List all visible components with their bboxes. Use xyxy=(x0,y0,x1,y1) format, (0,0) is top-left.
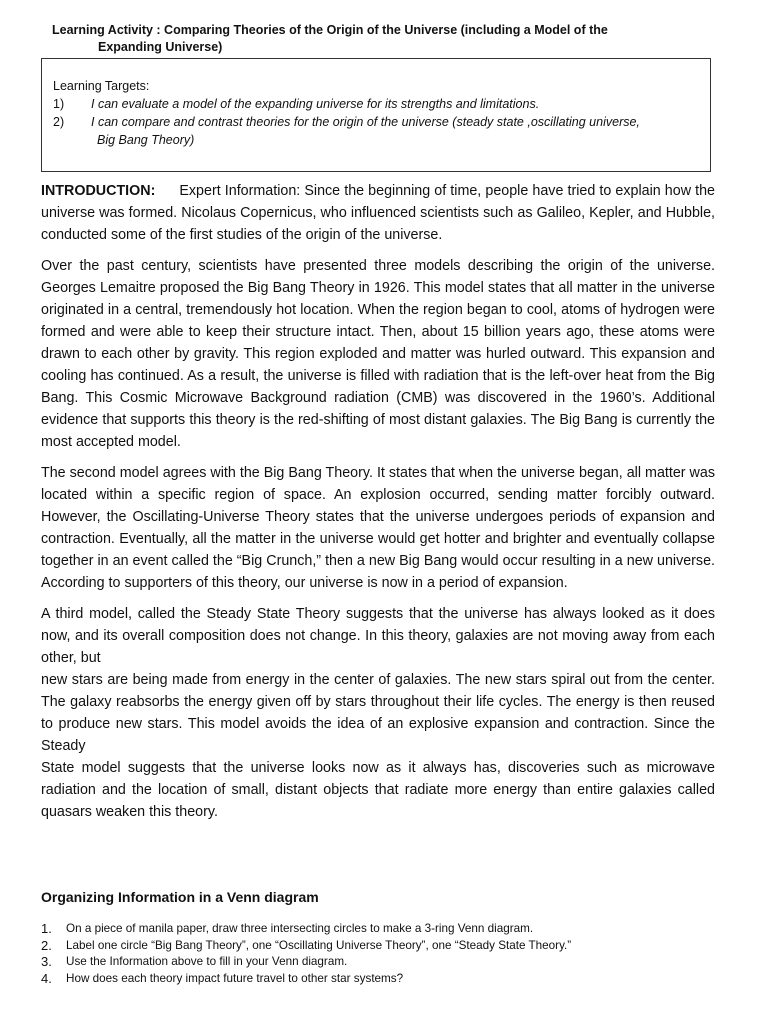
learning-target-item xyxy=(53,113,700,149)
step-number: 4. xyxy=(41,970,52,986)
title-line-1: Learning Activity : Comparing Theories of the Origin of the Universe (including a Model of the xyxy=(52,23,608,37)
step-text: Label one circle “Big Bang Theory”, one “Oscillating Universe Theory”, one “Steady State Theory.” xyxy=(66,938,572,952)
document-body xyxy=(41,180,715,823)
organizing-heading: Organizing Information in a Venn diagram xyxy=(41,889,319,905)
oscillating-universe-paragraph: The second model agrees with the Big Bang Theory. It states that when the universe began, all matter was located within a specific region of space. An explosion occurred, sending matter forcibly outward. However, the Oscillating-Universe Theory states that the universe undergoes periods of expansion and contraction. Eventually, all the matter in the universe would get hotter and brighter and eventually collapse together in an event called the “Big Crunch,” then a new Big Bang would occur resulting in a new universe. According to supporters of this theory, our universe is now in a period of expansion. xyxy=(41,465,715,591)
learning-target-item xyxy=(53,95,700,113)
step-number: 3. xyxy=(41,954,52,969)
introduction-text: Expert Information: Since the beginning of time, people have tried to explain how the universe was formed. Nicolaus Copernicus, who influenced scientists such as Galileo, Kepler, and Hubble, conducted some of the first studies of the origin of the universe. xyxy=(41,183,715,243)
step-number: 2. xyxy=(41,937,52,953)
target-number: 1) xyxy=(53,97,65,111)
list-item xyxy=(41,954,721,971)
learning-targets-heading: Learning Targets: xyxy=(53,79,150,93)
target-number: 2) xyxy=(53,115,65,129)
title-line-2: Expanding Universe) xyxy=(98,40,223,54)
big-bang-paragraph: Over the past century, scientists have presented three models describing the origin of the universe. Georges Lemaitre proposed the Big Bang Theory in 1926. This model states that all matter in the universe originated in a central, tremendously hot location. When the region began to cool, atoms of hydrogen were formed and were able to keep their structure intact. Then, about 15 billion years ago, these atoms were drawn to each other by gravity. This region exploded and matter was hurled outward. This expansion and cooling has continued. As a result, the universe is filled with radiation that is the left-over heat from the Big Bang. This Cosmic Microwave Background radiation (CMB) was discovered in the 1960’s. Additional evidence that supports this theory is the red-shifting of most distant galaxies. The Big Bang is currently the most accepted model. xyxy=(41,258,715,450)
activity-title xyxy=(52,22,712,56)
step-text: Use the Information above to fill in your Venn diagram. xyxy=(66,955,348,968)
steady-state-paragraph-part-2: new stars are being made from energy in the center of galaxies. The new stars spiral out from the center. The galaxy reabsorbs the energy given off by stars throughout their life cycles. The energy is then reused to produce new stars. This model avoids the idea of an explosive expansion and contraction. Since the Steady xyxy=(41,672,715,754)
learning-targets-box xyxy=(41,58,711,172)
list-item xyxy=(41,921,721,938)
list-item xyxy=(41,938,721,955)
list-item xyxy=(41,971,721,988)
target-text: I can compare and contrast theories for the origin of the universe (steady state ,oscillating universe, xyxy=(91,115,640,129)
target-text: I can evaluate a model of the expanding universe for its strengths and limitations. xyxy=(91,97,540,111)
venn-steps-list xyxy=(41,921,721,987)
steady-state-paragraph-part-1: A third model, called the Steady State Theory suggests that the universe has always looked as it does now, and its overall composition does not change. In this theory, galaxies are not moving away from each other, but xyxy=(41,606,715,666)
introduction-paragraph xyxy=(41,180,715,246)
target-text-continued: Big Bang Theory) xyxy=(97,133,195,147)
steady-state-paragraph-part-3: State model suggests that the universe looks now as it always has, discoveries such as microwave radiation and the location of small, distant objects that radiate more energy than entire galaxies called quasars weaken this theory. xyxy=(41,760,715,820)
step-text: On a piece of manila paper, draw three intersecting circles to make a 3-ring Venn diagram. xyxy=(66,922,534,935)
step-number: 1. xyxy=(41,921,52,936)
introduction-label: INTRODUCTION: xyxy=(41,183,156,199)
step-text: How does each theory impact future travel to other star systems? xyxy=(66,971,404,985)
